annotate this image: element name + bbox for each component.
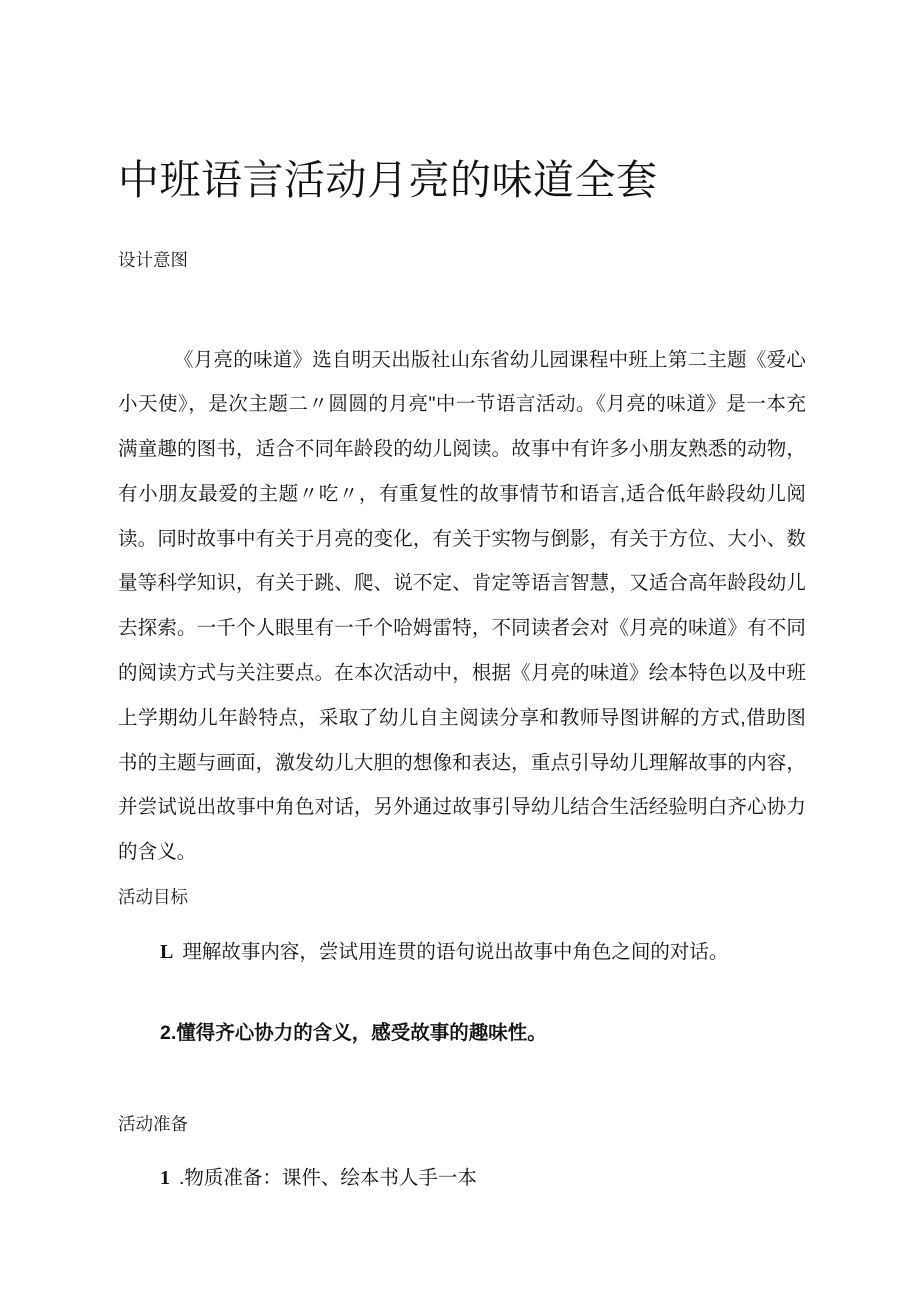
- list-item-text: 懂得齐心协力的含义，感受故事的趣味性。: [176, 1022, 547, 1044]
- list-item: [160, 1163, 860, 1193]
- list-item-marker: 1: [160, 1167, 170, 1189]
- section-heading-design-intent: 设计意图: [118, 250, 188, 270]
- section-heading-activity-preparation: 活动准备: [118, 1114, 188, 1134]
- list-item-marker: L: [160, 941, 174, 963]
- page-title: 中班语言活动月亮的味道全套: [118, 157, 658, 204]
- list-item-text: 物质准备：课件、绘本书人手一本: [184, 1167, 477, 1189]
- section-heading-activity-goals: 活动目标: [118, 887, 188, 907]
- design-intent-paragraph: 《月亮的味道》选自明天出版社山东省幼儿园课程中班上第二主题《爱心小天使》，是次主题二〃圆圆的月亮"中一节语言活动。《月亮的味道》是一本充满童趣的图书，适合不同年龄段的幼儿阅读。故事中有许多小朋友熟悉的动物，有小朋友最爱的主题〃吃〃，有重复性的故事情节和语言,适合低年龄段幼儿阅读。同时故事中有关于月亮的变化，有关于实物与倒影，有关于方位、大小、数量等科学知识，有关于跳、爬、说不定、肯定等语言智慧，又适合高年龄段幼儿去探索。一千个人眼里有一千个哈姆雷特，不同读者会对《月亮的味道》有不同的阅读方式与关注要点。在本次活动中，根据《月亮的味道》绘本特色以及中班上学期幼儿年龄特点，采取了幼儿自主阅读分享和教师导图讲解的方式,借助图书的主题与画面，激发幼儿大胆的想像和表达，重点引导幼儿理解故事的内容，并尝试说出故事中角色对话，另外通过故事引导幼儿结合生活经验明白齐心协力的含义。: [118, 348, 806, 864]
- list-item: [160, 937, 860, 967]
- list-item: [160, 1018, 860, 1048]
- list-item-marker-suffix: .: [179, 1167, 185, 1189]
- list-item-marker: 2.: [160, 1022, 177, 1044]
- list-item-text: 理解故事内容，尝试用连贯的语句说出故事中角色之间的对话。: [182, 941, 729, 963]
